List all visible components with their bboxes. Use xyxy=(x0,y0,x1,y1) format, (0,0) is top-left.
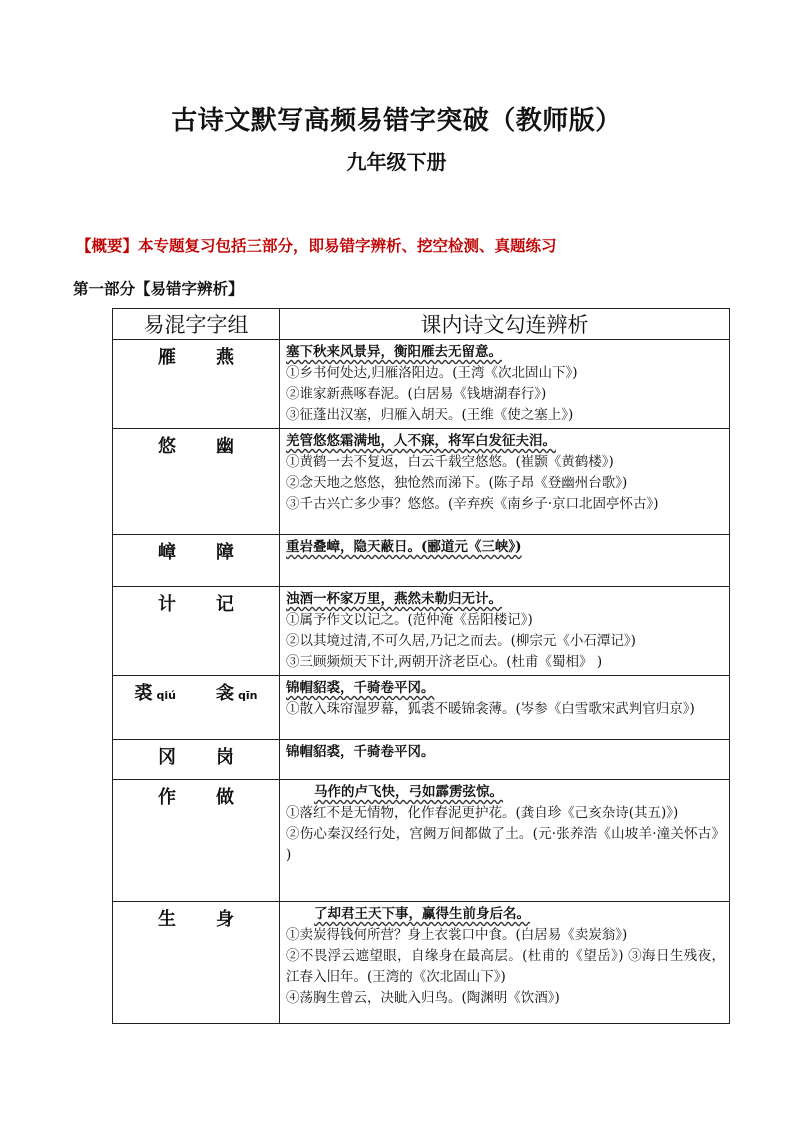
char: 做 xyxy=(216,787,234,808)
document-title: 古诗文默写高频易错字突破（教师版） xyxy=(171,106,622,136)
table-row xyxy=(113,429,730,535)
key-verse: 了却君王天下事，赢得生前身后名。 xyxy=(314,906,530,922)
char: 悠 xyxy=(158,436,176,457)
table-row xyxy=(113,676,730,740)
summary-text: 【概要】本专题复习包括三部分，即易错字辨析、挖空检测、真题练习 xyxy=(76,236,557,255)
example-line: ②念天地之悠悠，独怆然而涕下。(陈子昂《登幽州台歌》) xyxy=(286,475,628,491)
key-verse: 锦帽貂裘，千骑卷平冈。 xyxy=(286,680,435,696)
char: 幽 xyxy=(216,436,234,457)
analysis-cell xyxy=(280,780,730,902)
analysis-cell xyxy=(280,535,730,587)
char-group xyxy=(113,587,280,676)
header-char-group: 易混字字组 xyxy=(113,309,280,340)
example-line: ①散入珠帘湿罗幕，狐裘不暖锦衾薄。(岑参《白雪歌宋武判官归京》) xyxy=(286,701,695,717)
char: 计 xyxy=(158,594,176,615)
char: 岗 xyxy=(216,747,234,768)
analysis-cell xyxy=(280,902,730,1024)
key-verse: 重岩叠嶂，隐天蔽日。(郦道元《三峡》) xyxy=(286,539,522,555)
pinyin: qiú xyxy=(156,689,176,702)
table-row xyxy=(113,780,730,902)
example-line: ①落红不是无情物，化作春泥更护花。(龚自珍《己亥杂诗(其五)》) xyxy=(286,805,679,821)
header-analysis: 课内诗文勾连辨析 xyxy=(280,309,730,340)
analysis-cell xyxy=(280,340,730,429)
example-line: ③三顾频烦天下计,两朝开济老臣心。(杜甫《蜀相》 ) xyxy=(286,654,603,670)
analysis-cell xyxy=(280,587,730,676)
char: 裘 xyxy=(134,683,153,704)
pinyin: qīn xyxy=(238,689,258,702)
char: 燕 xyxy=(216,347,234,368)
example-line: ①黄鹤一去不复返，白云千载空悠悠。(崔颢《黄鹤楼》) xyxy=(286,454,614,470)
example-line: ②以其境过清,不可久居,乃记之而去。(柳宗元《小石潭记》) xyxy=(286,633,636,649)
char: 身 xyxy=(216,909,234,930)
key-verse: 塞下秋来风景异，衡阳雁去无留意。 xyxy=(286,344,502,360)
char: 衾 xyxy=(216,683,234,704)
example-line: ③千古兴亡多少事？悠悠。(辛弃疾《南乡子·京口北固亭怀古》) xyxy=(286,496,659,512)
example-line: ②伤心秦汉经行处，宫阙万间都做了土。(元·张养浩《山坡羊·潼关怀古》 ) xyxy=(286,826,725,863)
char-group xyxy=(113,780,280,902)
char: 冈 xyxy=(158,747,176,768)
example-line: ②谁家新燕啄春泥。(白居易《钱塘湖春行》) xyxy=(286,386,547,402)
table-row xyxy=(113,740,730,780)
char: 作 xyxy=(158,787,176,808)
example-line: ④荡胸生曾云，决眦入归鸟。(陶渊明《饮酒》) xyxy=(286,990,560,1006)
example-line: ②不畏浮云遮望眼，自缘身在最高层。(杜甫的《望岳》) ③海日生残夜，江春入旧年。(王湾的《次北固山下》) xyxy=(286,948,725,985)
analysis-cell xyxy=(280,676,730,740)
confusable-characters-table xyxy=(112,308,730,1024)
table-row xyxy=(113,535,730,587)
key-verse: 羌管悠悠霜满地，人不寐，将军白发征夫泪。 xyxy=(286,433,556,449)
char: 记 xyxy=(216,594,234,615)
key-verse: 马作的卢飞快，弓如霹雳弦惊。 xyxy=(314,784,503,800)
char-group xyxy=(113,740,280,780)
char: 嶂 xyxy=(158,542,176,563)
char-group xyxy=(113,535,280,587)
table-row xyxy=(113,902,730,1024)
char-group xyxy=(113,902,280,1024)
char-group xyxy=(113,429,280,535)
table-row xyxy=(113,587,730,676)
example-line: ①乡书何处达,归雁洛阳边。(王湾《次北固山下》) xyxy=(286,365,578,381)
char-group xyxy=(113,676,280,740)
key-verse: 锦帽貂裘，千骑卷平冈。 xyxy=(286,744,435,760)
table-row xyxy=(113,340,730,429)
document-subtitle: 九年级下册 xyxy=(346,150,447,174)
char: 生 xyxy=(158,909,176,930)
analysis-cell xyxy=(280,429,730,535)
table-header-row xyxy=(113,309,730,340)
part-heading: 第一部分【易错字辨析】 xyxy=(73,280,244,298)
char: 障 xyxy=(216,542,234,563)
analysis-cell xyxy=(280,740,730,780)
char: 雁 xyxy=(158,347,176,368)
char-group xyxy=(113,340,280,429)
example-line: ①卖炭得钱何所营？身上衣裳口中食。(白居易《卖炭翁》) xyxy=(286,927,628,943)
key-verse: 浊酒一杯家万里，燕然未勒归无计。 xyxy=(286,591,502,607)
example-line: ③征蓬出汉塞，归雁入胡天。(王维《使之塞上》) xyxy=(286,407,574,423)
example-line: ①属予作文以记之。(范仲淹《岳阳楼记》) xyxy=(286,612,533,628)
